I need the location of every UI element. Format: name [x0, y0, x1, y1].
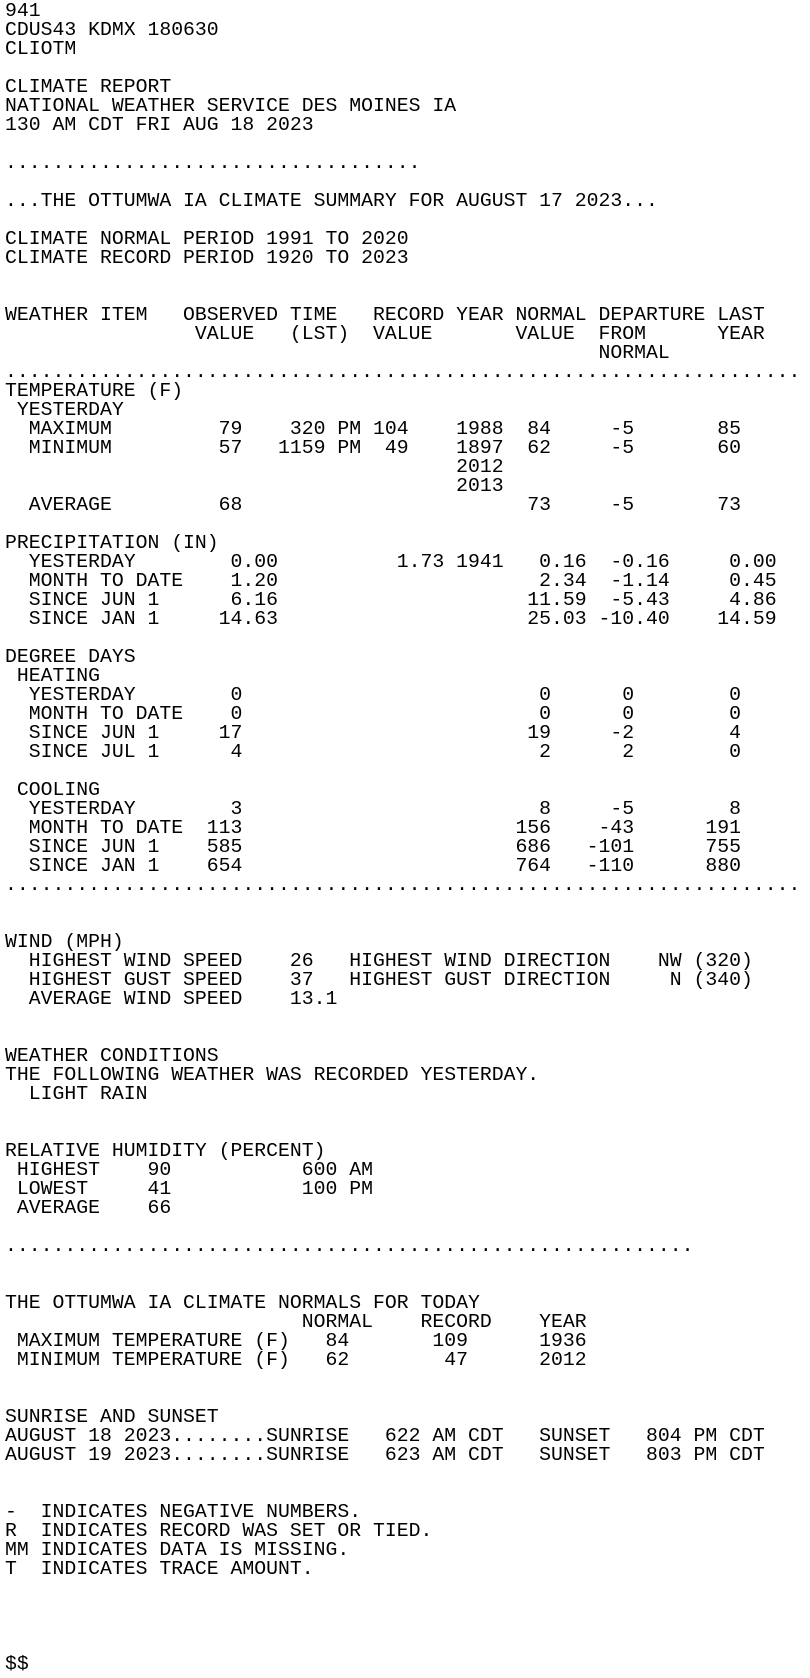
report-line: ...................................................................	[5, 874, 801, 896]
report-line	[5, 1465, 800, 1484]
report-line	[5, 762, 800, 781]
report-line: 2012	[5, 456, 504, 478]
climate-report-text	[5, 2, 800, 1674]
report-line: - INDICATES NEGATIVE NUMBERS.	[5, 1501, 362, 1523]
report-line: PRECIPITATION (IN)	[5, 532, 219, 554]
report-line: DEGREE DAYS	[5, 646, 136, 668]
report-line: MAXIMUM 79 320 PM 104 1988 84 -5 85	[5, 418, 741, 440]
report-line: SINCE JAN 1 14.63 25.03 -10.40 14.59	[5, 608, 777, 630]
report-line: MINIMUM TEMPERATURE (F) 62 47 2012	[5, 1349, 587, 1371]
report-line: AUGUST 19 2023........SUNRISE 623 AM CDT SUNSET 803 PM CDT	[5, 1444, 765, 1466]
report-line	[5, 1579, 800, 1598]
report-line: AVERAGE 68 73 -5 73	[5, 494, 741, 516]
report-line: CDUS43 KDMX 180630	[5, 19, 219, 41]
report-line	[5, 895, 800, 914]
report-line: NATIONAL WEATHER SERVICE DES MOINES IA	[5, 95, 457, 117]
report-line: THE OTTUMWA IA CLIMATE NORMALS FOR TODAY	[5, 1292, 480, 1314]
report-line: 941	[5, 0, 41, 22]
report-line: MINIMUM 57 1159 PM 49 1897 62 -5 60	[5, 437, 741, 459]
report-line: CLIMATE NORMAL PERIOD 1991 TO 2020	[5, 228, 409, 250]
report-line: TEMPERATURE (F)	[5, 380, 184, 402]
report-line: YESTERDAY 3 8 -5 8	[5, 798, 741, 820]
report-line: MONTH TO DATE 113 156 -43 191	[5, 817, 741, 839]
report-line	[5, 1256, 800, 1275]
report-line: NORMAL RECORD YEAR	[5, 1311, 587, 1333]
report-line: MONTH TO DATE 1.20 2.34 -1.14 0.45	[5, 570, 777, 592]
report-line: HIGHEST WIND SPEED 26 HIGHEST WIND DIRECTION NW (320)	[5, 950, 753, 972]
report-line: $$	[5, 1653, 29, 1675]
report-line	[5, 1636, 800, 1655]
report-line: CLIOTM	[5, 38, 77, 60]
report-line: RELATIVE HUMIDITY (PERCENT)	[5, 1140, 326, 1162]
report-line	[5, 1370, 800, 1389]
report-line: SINCE JUL 1 4 2 2 0	[5, 741, 741, 763]
report-line: WEATHER ITEM OBSERVED TIME RECORD YEAR NORMAL DEPARTURE LAST	[5, 304, 765, 326]
report-line: SINCE JUN 1 17 19 -2 4	[5, 722, 741, 744]
report-line: HIGHEST GUST SPEED 37 HIGHEST GUST DIRECTION N (340)	[5, 969, 753, 991]
report-line	[5, 1617, 800, 1636]
report-line	[5, 1598, 800, 1617]
report-line: SINCE JUN 1 6.16 11.59 -5.43 4.86	[5, 589, 777, 611]
report-line: COOLING	[5, 779, 100, 801]
report-line: ..........................................................	[5, 1235, 694, 1257]
report-line: ...THE OTTUMWA IA CLIMATE SUMMARY FOR AUGUST 17 2023...	[5, 190, 658, 212]
report-line: HIGHEST 90 600 AM	[5, 1159, 373, 1181]
report-line: THE FOLLOWING WEATHER WAS RECORDED YESTERDAY.	[5, 1064, 540, 1086]
report-line: AVERAGE WIND SPEED 13.1	[5, 988, 338, 1010]
report-line	[5, 1104, 800, 1123]
report-line: YESTERDAY 0.00 1.73 1941 0.16 -0.16 0.00	[5, 551, 777, 573]
report-line: 2013	[5, 475, 504, 497]
report-line: AUGUST 18 2023........SUNRISE 622 AM CDT SUNSET 804 PM CDT	[5, 1425, 765, 1447]
report-line: MAXIMUM TEMPERATURE (F) 84 109 1936	[5, 1330, 587, 1352]
report-line: CLIMATE RECORD PERIOD 1920 TO 2023	[5, 247, 409, 269]
report-line: CLIMATE REPORT	[5, 76, 172, 98]
report-line: ...................................	[5, 152, 421, 174]
report-line: WEATHER CONDITIONS	[5, 1045, 219, 1067]
report-line: VALUE (LST) VALUE VALUE FROM YEAR	[5, 323, 765, 345]
report-line: T INDICATES TRACE AMOUNT.	[5, 1558, 314, 1580]
report-line: ...................................................................	[5, 361, 801, 383]
report-line: YESTERDAY 0 0 0 0	[5, 684, 741, 706]
report-line: AVERAGE 66	[5, 1197, 172, 1219]
report-line	[5, 914, 800, 933]
report-line: MM INDICATES DATA IS MISSING.	[5, 1539, 350, 1561]
report-line: LIGHT RAIN	[5, 1083, 148, 1105]
report-line: NORMAL	[5, 342, 670, 364]
report-line: R INDICATES RECORD WAS SET OR TIED.	[5, 1520, 433, 1542]
report-line: WIND (MPH)	[5, 931, 124, 953]
report-line: MONTH TO DATE 0 0 0 0	[5, 703, 741, 725]
report-line: SUNRISE AND SUNSET	[5, 1406, 219, 1428]
report-line: SINCE JAN 1 654 764 -110 880	[5, 855, 741, 877]
report-line: LOWEST 41 100 PM	[5, 1178, 373, 1200]
report-line	[5, 268, 800, 287]
report-line: HEATING	[5, 665, 100, 687]
report-line: YESTERDAY	[5, 399, 124, 421]
report-line: SINCE JUN 1 585 686 -101 755	[5, 836, 741, 858]
report-line: 130 AM CDT FRI AUG 18 2023	[5, 114, 314, 136]
report-line	[5, 1009, 800, 1028]
